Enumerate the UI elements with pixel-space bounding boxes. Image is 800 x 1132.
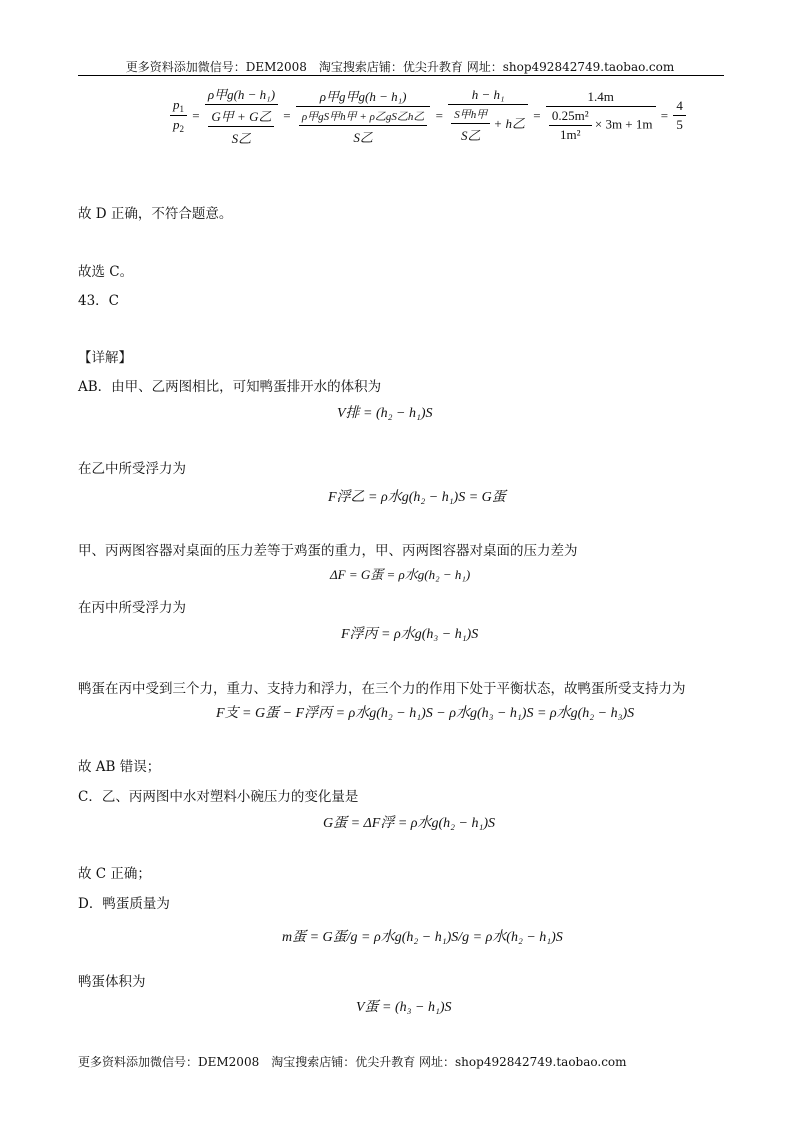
fraction-3-den-plus: + h乙 — [493, 115, 525, 131]
paragraph-pressure-diff: 甲、丙两图容器对桌面的压力差等于鸡蛋的重力，甲、丙两图容器对桌面的压力差为 — [78, 543, 578, 559]
paragraph-forces: 鸭蛋在丙中受到三个力，重力、支持力和浮力，在三个力的作用下处于平衡状态，故鸭蛋所受支持力为 — [78, 681, 686, 697]
paragraph-d-mass: D．鸭蛋质量为 — [78, 896, 170, 912]
fraction-3-den-bottom: S乙 — [460, 128, 481, 143]
fraction-2-den-top: ρ甲gS甲h甲 + ρ乙gS乙h乙 — [299, 108, 427, 126]
header-divider — [78, 75, 724, 76]
fraction-2-numerator: ρ甲g甲g(h − h₁) — [296, 86, 430, 107]
fraction-1 — [205, 84, 278, 147]
fraction-4-den-mid: × 3m + 1m — [594, 115, 653, 131]
equation-f-support: F支 = G蛋 − F浮丙 = ρ水g(h₂ − h₁)S − ρ水g(h₃ − h₁)S = ρ水g(h₂ − h₃)S — [216, 706, 635, 721]
result-fraction — [673, 98, 686, 133]
fraction-2-den-bottom: S乙 — [353, 129, 373, 145]
equation-v-displaced: V排 = (h₂ − h₁)S — [337, 406, 433, 421]
equation-f-bing: F浮丙 = ρ水g(h₃ − h₁)S — [341, 627, 479, 642]
page-footer: 更多资料添加微信号：DEM2008 淘宝搜索店铺：优尖升教育 网址：shop492842749.taobao.com — [78, 1055, 627, 1069]
paragraph-c-intro: C．乙、丙两图中水对塑料小碗压力的变化量是 — [78, 789, 359, 805]
top-equation: $\frac{p_1}{p_2}$ = $\frac{\text{ρ甲g(h − h₁)}}{\frac{\text{G甲 + G乙}}{\text{S乙}}}$ = $\frac{\text{ρ甲g甲g(h − h₁)}}{\frac{\text{ρ甲gS甲h甲 + ρ乙gS乙h乙}}{\text{S乙}}}$ = h − h₁ $\frac{\text{S甲h甲}}{\text{S乙}}$ + h乙 = 1.4m $\frac{\text{0.25m²}}{\text{1m²}}$ × 3m + 1m = $\frac{4}{5}$ — [168, 84, 688, 147]
equation-delta-f: ΔF = G蛋 = ρ水g(h₂ − h₁) — [330, 567, 471, 582]
fraction-3-numerator: h − h₁ — [448, 87, 528, 105]
result-numerator: 4 — [673, 98, 686, 116]
question-43-answer: 43．C — [78, 293, 120, 309]
paragraph-float-yi: 在乙中所受浮力为 — [78, 461, 186, 477]
equation-f-yi: F浮乙 = ρ水g(h₂ − h₁)S = G蛋 — [328, 490, 506, 505]
p1-over-p2: $\frac{p_1}{p_2}$ — [170, 97, 187, 134]
paragraph-ab-intro: AB．由甲、乙两图相比，可知鸭蛋排开水的体积为 — [78, 379, 382, 395]
fraction-1-den-top: G甲 + G乙 — [208, 106, 274, 127]
paragraph-float-bing: 在丙中所受浮力为 — [78, 600, 186, 616]
paragraph-d-correct: 故 D 正确，不符合题意。 — [78, 206, 233, 222]
page-header: 更多资料添加微信号：DEM2008 淘宝搜索店铺：优尖升教育 网址：shop492842749.taobao.com — [125, 60, 675, 74]
paragraph-c-correct: 故 C 正确； — [78, 866, 151, 882]
fraction-3-den-top: S甲h甲 — [451, 106, 490, 124]
fraction-4-numerator: 1.4m — [546, 89, 656, 107]
fraction-3 — [448, 87, 528, 144]
fraction-4-den-bottom: 1m² — [559, 126, 581, 142]
equation-m-egg: m蛋 = G蛋/g = ρ水g(h₂ − h₁)S/g = ρ水(h₂ − h₁)S — [282, 930, 563, 945]
fraction-4 — [546, 89, 656, 143]
paragraph-d-volume: 鸭蛋体积为 — [78, 974, 146, 990]
detail-heading: 【详解】 — [78, 350, 132, 366]
equation-v-egg: V蛋 = (h₃ − h₁)S — [356, 1000, 452, 1015]
fraction-4-den-top: 0.25m² — [549, 108, 592, 126]
equation-g-egg: G蛋 = ΔF浮 = ρ水g(h₂ − h₁)S — [323, 816, 495, 831]
paragraph-ab-wrong: 故 AB 错误； — [78, 759, 161, 775]
fraction-1-numerator: ρ甲g(h − h₁) — [205, 84, 278, 105]
fraction-1-den-bottom: S乙 — [231, 131, 252, 146]
result-denominator: 5 — [676, 117, 683, 132]
paragraph-choose-c: 故选 C。 — [78, 264, 134, 280]
fraction-2 — [296, 86, 430, 146]
